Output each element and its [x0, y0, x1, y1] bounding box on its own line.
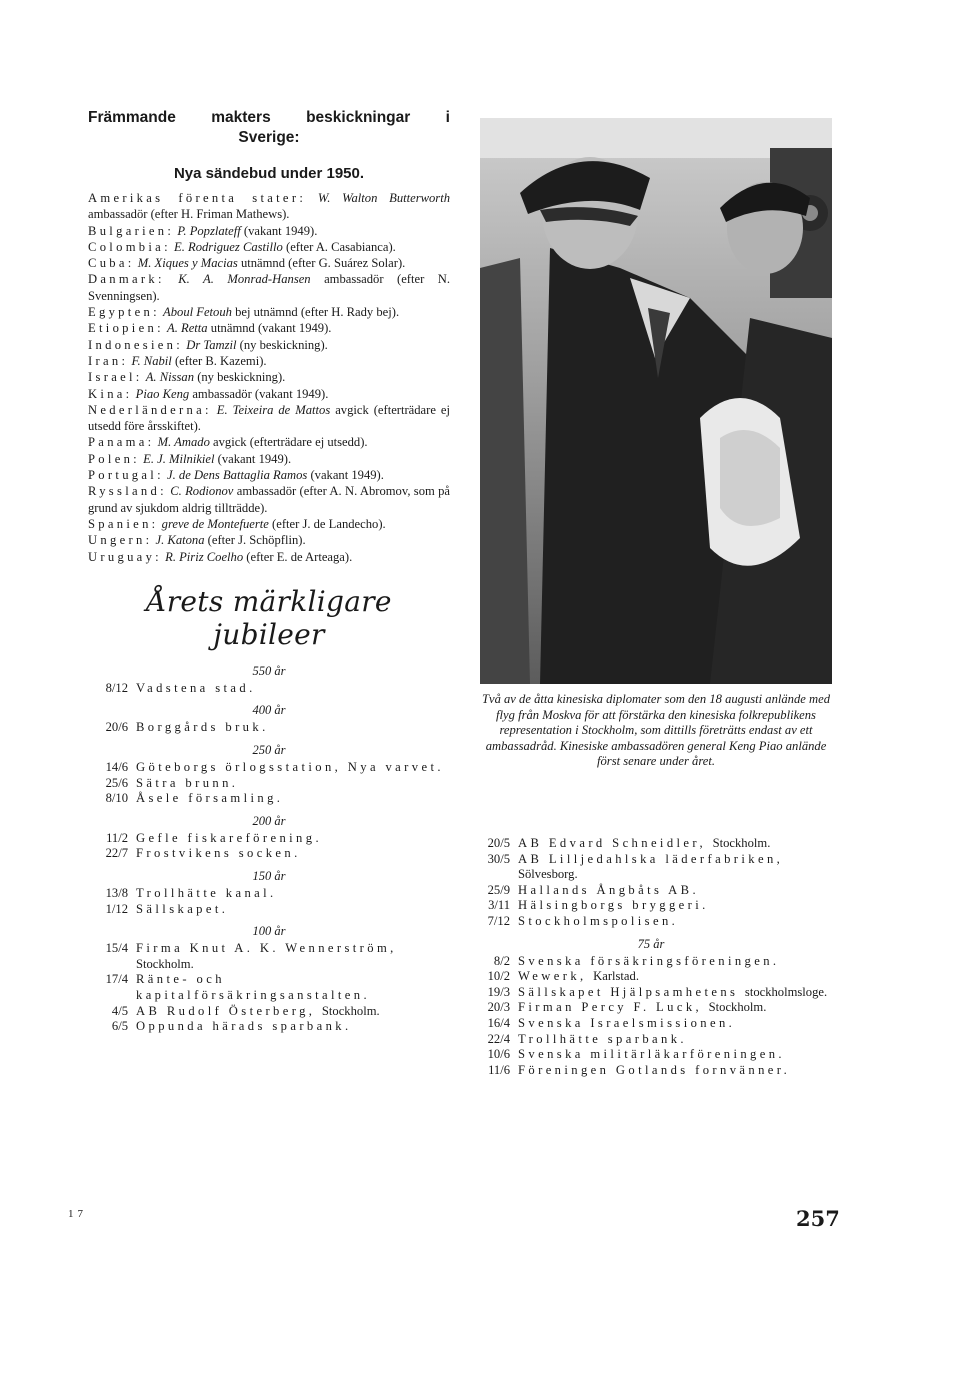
jubilee-date: 20/5	[487, 836, 510, 850]
jubilee-row	[88, 972, 450, 1003]
jubilee-name	[518, 1047, 832, 1063]
jubilee-row	[470, 985, 832, 1001]
envoy-name: J. Katona	[155, 533, 205, 548]
jubilee-row	[470, 1032, 832, 1048]
envoy-name: Piao Keng	[135, 386, 190, 401]
jubilee-name-text: Firman Percy F. Luck,	[518, 1000, 703, 1015]
jubilee-name-text: Borggårds bruk.	[136, 720, 269, 735]
jubilee-row	[88, 886, 450, 902]
jubilee-date: 10/2	[487, 969, 510, 984]
jubilee-row	[470, 852, 832, 883]
anniversary-heading: 550 år	[252, 663, 286, 678]
left-column	[88, 108, 450, 1035]
envoy-note: ambassadör (efter A. N. Abromov, som på grund av sjukdom aldrig tillträdde).	[88, 484, 451, 515]
envoy-entry	[88, 271, 450, 304]
jubilee-date: 8/12	[105, 680, 128, 695]
jubilee-name	[136, 760, 450, 776]
envoy-note: ambassadör (vakant 1949).	[192, 386, 329, 401]
jubilee-name-text: Föreningen Gotlands fornvänner.	[518, 1062, 791, 1077]
jubilee-row	[88, 776, 450, 792]
jubilee-name	[136, 776, 450, 792]
jubilee-name-text: Wewerk,	[518, 969, 587, 984]
country-name: Nederländerna:	[88, 402, 212, 417]
envoy-note: utnämnd (efter G. Suárez Solar).	[240, 256, 406, 271]
jubilee-name-text: Svenska Israelsmissionen.	[518, 1015, 736, 1030]
envoy-entry	[88, 483, 450, 516]
jubilee-place: stockholmsloge.	[744, 984, 828, 999]
jubilee-date: 8/10	[105, 791, 128, 806]
envoy-name: M. Amado	[157, 435, 210, 450]
jubilee-place: Karlstad.	[593, 969, 639, 984]
envoy-name: A. Retta	[167, 321, 208, 336]
jubilee-name	[136, 972, 450, 1003]
envoy-note: (ny beskickning).	[197, 370, 286, 385]
jubilee-date: 7/12	[487, 913, 510, 928]
jubilee-row	[88, 846, 450, 862]
envoy-entry	[88, 190, 450, 223]
jubilee-date: 20/6	[105, 720, 128, 735]
jubilee-row	[470, 954, 832, 970]
envoy-list	[88, 190, 450, 565]
envoy-note: (efter B. Kazemi).	[174, 353, 267, 368]
jubilee-name-text: Hälsingborgs bryggeri.	[518, 898, 709, 913]
envoy-entry	[88, 467, 450, 483]
country-name: Indonesien:	[88, 337, 184, 352]
anniversary-heading: 75 år	[637, 936, 665, 951]
envoy-note: bej utnämnd (efter H. Rady bej).	[235, 305, 400, 320]
photo-chinese-diplomats	[480, 118, 832, 684]
jubilee-name	[136, 720, 450, 736]
country-name: Amerikas förenta stater:	[88, 191, 307, 205]
anniversary-heading: 150 år	[252, 868, 286, 883]
envoy-entry	[88, 223, 450, 239]
country-name: Israel:	[88, 370, 143, 385]
jubilee-name-text: Sätra brunn.	[136, 775, 239, 790]
jubilee-name-text: AB Lilljedahlska läderfabriken,	[518, 851, 784, 866]
jubilee-date: 11/6	[488, 1062, 510, 1077]
country-name: Polen:	[88, 451, 140, 466]
jubilee-name-text: Trollhätte kanal.	[136, 885, 277, 900]
country-name: Danmark:	[88, 272, 165, 287]
envoy-name: M. Xiques y Macias	[137, 256, 238, 271]
jubilee-date: 22/4	[487, 1031, 510, 1046]
envoy-name: K. A. Monrad-Hansen	[178, 272, 311, 287]
country-name: Cuba:	[88, 256, 135, 271]
jubilee-row	[470, 914, 832, 930]
envoy-entry	[88, 369, 450, 385]
envoy-entry	[88, 239, 450, 255]
envoy-entry	[88, 516, 450, 532]
envoy-note: (vakant 1949).	[217, 451, 292, 466]
jubilee-name	[136, 941, 450, 972]
country-name: Etiopien:	[88, 321, 164, 336]
envoy-entry	[88, 434, 450, 450]
anniversary-heading: 200 år	[252, 813, 286, 828]
jubilee-name-text: AB Rudolf Österberg,	[136, 1003, 316, 1018]
envoy-note: (efter J. de Landecho).	[272, 516, 386, 531]
country-name: Bulgarien:	[88, 223, 175, 238]
jubilee-date: 3/11	[488, 898, 510, 913]
anniversary-heading: 250 år	[252, 743, 286, 758]
envoy-note: avgick (efterträdare ej utsedd).	[213, 435, 368, 450]
envoy-name: R. Piriz Coelho	[165, 549, 244, 564]
page-number: 257	[796, 1206, 840, 1231]
jubilee-row	[88, 791, 450, 807]
envoy-note: (ny beskickning).	[239, 337, 328, 352]
envoy-name: F. Nabil	[131, 353, 172, 368]
right-column	[470, 836, 832, 1078]
jubilee-place: Sölvesborg.	[518, 867, 578, 882]
jubilee-row	[88, 1004, 450, 1020]
jubilee-name	[518, 883, 832, 899]
envoy-name: E. J. Milnikiel	[143, 451, 215, 466]
jubilee-name	[518, 852, 832, 883]
country-name: Uruguay:	[88, 549, 162, 564]
envoy-entry	[88, 353, 450, 369]
jubilee-date: 13/8	[105, 885, 128, 900]
jubilee-date: 4/5	[111, 1003, 128, 1018]
jubilee-row	[88, 681, 450, 697]
envoy-entry	[88, 532, 450, 548]
envoy-name: E. Teixeira de Mattos	[216, 402, 331, 417]
heading-word: beskickningar	[306, 109, 411, 126]
jubilee-date: 11/2	[106, 830, 128, 845]
envoy-note: ambassadör (efter N. Svenningsen).	[88, 272, 450, 303]
jubilee-name-text: Åsele församling.	[136, 791, 284, 806]
jubilee-name	[518, 985, 832, 1001]
country-name: Panama:	[88, 435, 155, 450]
jubilee-name-text: Gefle fiskareförening.	[136, 830, 322, 845]
jubilee-row	[88, 902, 450, 918]
jubilee-name	[518, 1016, 832, 1032]
jubilee-name	[136, 791, 450, 807]
envoy-entry	[88, 402, 450, 435]
jubilee-row	[470, 1016, 832, 1032]
subheading: Nya sändebud under 1950.	[173, 165, 365, 182]
jubilee-name	[136, 846, 450, 862]
country-name: Egypten:	[88, 305, 160, 320]
section-heading-line2: Sverige:	[238, 129, 300, 146]
country-name: Ryssland:	[88, 484, 167, 499]
envoy-entry	[88, 451, 450, 467]
jubilee-name-text: Sällskapet Hjälpsamhetens	[518, 984, 739, 999]
jubilee-row	[470, 1063, 832, 1079]
envoy-name: P. Popzlateff	[177, 223, 241, 238]
heading-word: makters	[211, 109, 271, 126]
heading-word: i	[445, 109, 450, 126]
jubilee-row	[88, 831, 450, 847]
jubilee-name-text: Vadstena stad.	[136, 680, 256, 695]
jubilee-date: 17/4	[105, 972, 128, 987]
jubilees-left-list	[88, 663, 450, 1035]
jubilee-name-text: AB Edvard Schneidler,	[518, 836, 707, 850]
envoy-note: (vakant 1949).	[243, 223, 318, 238]
jubilee-name	[518, 836, 832, 852]
jubilee-date: 10/6	[487, 1047, 510, 1062]
jubilee-name	[136, 886, 450, 902]
jubilee-name	[136, 831, 450, 847]
country-name: Ungern:	[88, 533, 153, 548]
jubilee-row	[88, 941, 450, 972]
jubilee-name-text: Sällskapet.	[136, 901, 229, 916]
envoy-entry	[88, 337, 450, 353]
envoy-name: Dr Tamzil	[186, 337, 237, 352]
jubilee-date: 20/3	[487, 1000, 510, 1015]
envoy-note: (efter J. Schöpflin).	[207, 533, 306, 548]
envoy-name: greve de Montefuerte	[161, 516, 269, 531]
jubilee-name	[518, 1000, 832, 1016]
jubilee-row	[470, 898, 832, 914]
jubilee-place: Stockholm.	[321, 1003, 380, 1018]
heading-word: Främmande	[88, 109, 176, 126]
jubilee-row	[470, 883, 832, 899]
jubilee-name-text: Frostvikens socken.	[136, 846, 301, 861]
jubilee-name	[518, 1063, 832, 1079]
country-name: Colombia:	[88, 239, 171, 254]
jubilee-name	[136, 1004, 450, 1020]
photo-caption: Två av de åtta kinesiska diplomater som den 18 augusti anlände med flyg från Moskva för att förstärka den kinesiska folkrepublikens representation i Stockholm, som dittills företrätts endast av ett ambassadråd. Kinesiske ambassadören general Keng Piao anlände först senare under året.	[481, 692, 831, 769]
country-name: Portugal:	[88, 468, 164, 483]
jubilee-name	[518, 914, 832, 930]
anniversary-heading: 400 år	[252, 703, 286, 718]
country-name: Iran:	[88, 353, 129, 368]
jubilee-name-text: Göteborgs örlogsstation, Nya varvet.	[136, 760, 444, 775]
jubilee-name	[518, 1032, 832, 1048]
anniversary-heading: 100 år	[252, 924, 286, 939]
jubilee-date: 16/4	[487, 1015, 510, 1030]
jubilee-name-text: Oppunda härads sparbank.	[136, 1019, 352, 1034]
jubilee-row	[88, 1019, 450, 1035]
envoy-name: W. Walton Butterworth	[317, 191, 450, 205]
jubilee-name	[136, 681, 450, 697]
envoy-note: (vakant 1949).	[310, 468, 384, 483]
envoy-note: (efter A. Casabianca).	[286, 239, 396, 254]
envoy-entry	[88, 320, 450, 336]
envoy-name: Aboul Fetouh	[163, 305, 232, 320]
jubilee-name	[136, 902, 450, 918]
jubilee-date: 1/12	[105, 901, 128, 916]
envoy-note: ambassadör (efter H. Friman Mathews).	[88, 207, 290, 222]
envoy-entry	[88, 386, 450, 402]
envoy-name: J. de Dens Battaglia Ramos	[167, 468, 308, 483]
jubilee-row	[470, 969, 832, 985]
jubilee-row	[88, 760, 450, 776]
envoy-entry	[88, 255, 450, 271]
jubilees-title: Årets märkligare jubileer	[146, 584, 392, 651]
envoy-note: utnämnd (vakant 1949).	[210, 321, 332, 336]
jubilee-date: 25/6	[105, 775, 128, 790]
envoy-name: C. Rodionov	[170, 484, 234, 499]
envoy-name: A. Nissan	[145, 370, 195, 385]
jubilee-date: 22/7	[105, 846, 128, 861]
jubilee-date: 8/2	[493, 953, 510, 968]
jubilee-date: 15/4	[105, 941, 128, 956]
jubilee-place: Stockholm.	[136, 956, 194, 971]
jubilee-row	[470, 1047, 832, 1063]
jubilee-row	[470, 836, 832, 852]
jubilee-name	[518, 954, 832, 970]
envoy-entry	[88, 304, 450, 320]
jubilee-name	[518, 898, 832, 914]
country-name: Kina:	[88, 386, 133, 401]
envoy-note: (efter E. de Arteaga).	[246, 549, 353, 564]
jubilee-name-text: Firma Knut A. K. Wennerström,	[136, 941, 397, 956]
jubilee-row	[88, 720, 450, 736]
jubilee-name-text: Svenska militärläkarföreningen.	[518, 1047, 785, 1062]
jubilee-name	[136, 1019, 450, 1035]
section-heading	[88, 108, 450, 128]
envoy-name: E. Rodriguez Castillo	[174, 239, 283, 254]
jubilee-date: 14/6	[105, 760, 128, 775]
jubilee-name-text: Ränte- och kapitalförsäkringsanstalten.	[136, 972, 371, 1002]
jubilees-right-list	[470, 836, 832, 1078]
jubilee-name-text: Stockholmspolisen.	[518, 913, 679, 928]
jubilee-row	[470, 1000, 832, 1016]
jubilee-date: 6/5	[111, 1019, 128, 1034]
jubilee-place: Stockholm.	[712, 836, 771, 850]
jubilee-name-text: Svenska försäkringsföreningen.	[518, 953, 780, 968]
signature-mark: 17	[68, 1208, 87, 1220]
jubilee-place: Stockholm.	[708, 1000, 767, 1015]
jubilee-name	[518, 969, 832, 985]
envoy-note: avgick (efterträdare ej utsedd före årsskiftet).	[88, 402, 450, 434]
jubilee-date: 30/5	[487, 851, 510, 866]
jubilee-name-text: Trollhätte sparbank.	[518, 1031, 687, 1046]
jubilee-date: 25/9	[487, 882, 510, 897]
jubilee-date: 19/3	[487, 984, 510, 999]
envoy-entry	[88, 549, 450, 565]
country-name: Spanien:	[88, 516, 159, 531]
jubilee-name-text: Hallands Ångbåts AB.	[518, 882, 699, 897]
